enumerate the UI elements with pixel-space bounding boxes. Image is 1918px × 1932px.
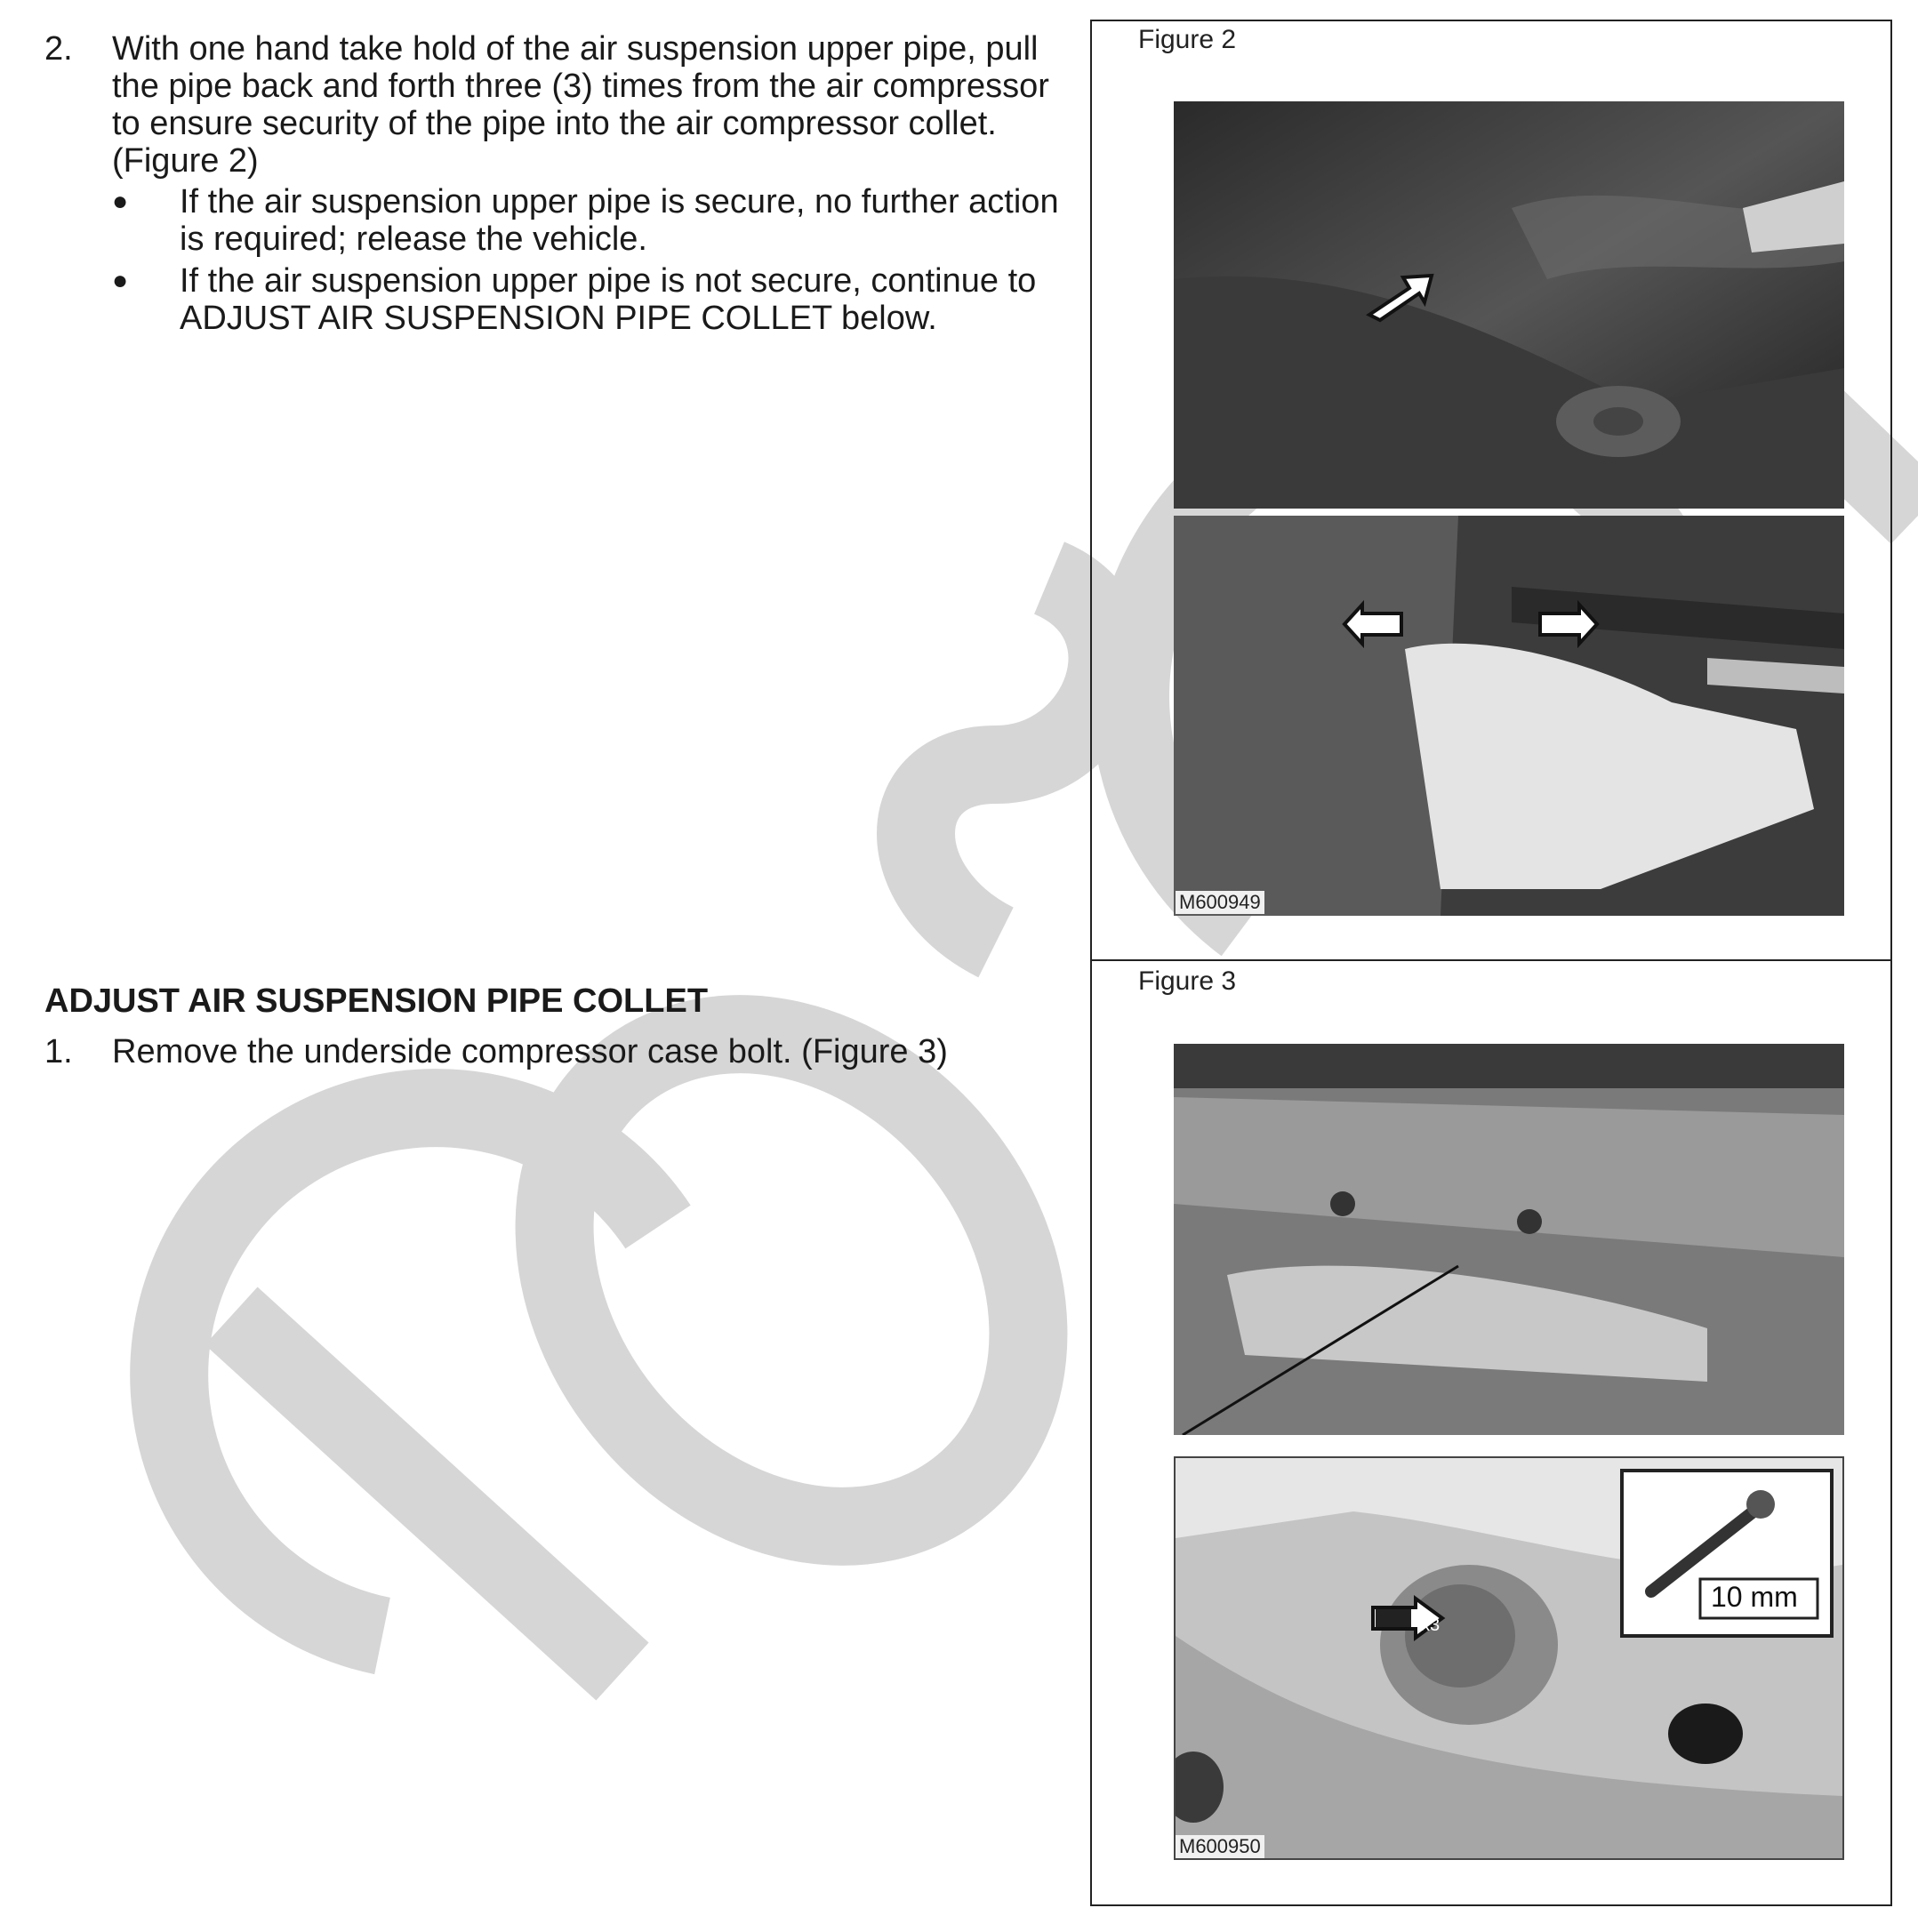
list-item <box>112 262 1067 337</box>
bullet-icon: ● <box>112 187 129 216</box>
step-number: 2. <box>44 30 73 68</box>
figure-2-photo-top <box>1174 101 1844 509</box>
figure-divider <box>1092 959 1890 961</box>
bullet-icon: ● <box>112 266 129 295</box>
step-1 <box>44 1033 1067 1070</box>
section-heading: ADJUST AIR SUSPENSION PIPE COLLET <box>44 982 709 1020</box>
bullet-text: If the air suspension upper pipe is secure, no further action is required; release the vehicle. <box>180 183 1059 258</box>
bullet-text: If the air suspension upper pipe is not secure, continue to ADJUST AIR SUSPENSION PIPE COLLET below. <box>180 262 1037 337</box>
step-number: 1. <box>44 1033 73 1070</box>
figure-2-code: M600949 <box>1176 891 1264 914</box>
figure-3-photo-top <box>1174 1044 1844 1435</box>
step-text: With one hand take hold of the air suspension upper pipe, pull the pipe back and forth three (3) times from the air compressor to ensure security of the pipe into the air compressor collet. (Figure 2) <box>112 30 1049 180</box>
figure-3-photo-bottom <box>1174 1456 1844 1860</box>
step-2 <box>44 30 1067 180</box>
figure-2-photo-bottom <box>1174 516 1844 916</box>
list-item <box>112 183 1067 258</box>
figure-2-label: Figure 2 <box>1138 25 1237 54</box>
figure-3-label: Figure 3 <box>1138 966 1237 996</box>
quantity-label: x3 <box>1421 1615 1441 1635</box>
figure-frame <box>1090 20 1892 1906</box>
step-text: Remove the underside compressor case bolt. (Figure 3) <box>112 1033 948 1070</box>
tool-size-label: 10 mm <box>1711 1581 1798 1613</box>
step-2-block <box>44 30 1067 341</box>
bullet-list <box>112 183 1067 337</box>
figure-3-code: M600950 <box>1176 1835 1264 1858</box>
